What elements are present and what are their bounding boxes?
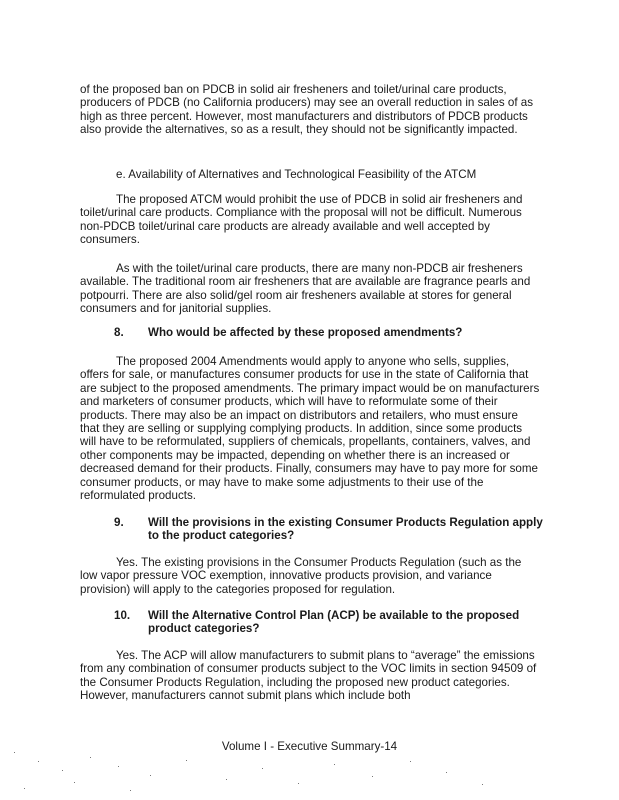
- paragraph-air-fresheners: As with the toilet/urinal care products, there are many non-PDCB air fresheners available. The traditional room air fresheners that are available are fragrance pearls and potpourri. There are also solid/gel room air fresheners available at stores for general consumers and for janitorial supplies.: [80, 262, 531, 316]
- heading-section-8-number: 8.: [114, 326, 124, 339]
- paragraph-atcm-prohibition: The proposed ATCM would prohibit the use of PDCB in solid air fresheners and toilet/urinal care products. Compliance with the proposal will not be difficult. Numerous non-PDCB toilet/urinal care products are already available and well accepted by consumers.: [80, 193, 523, 247]
- paragraph-acp: Yes. The ACP will allow manufacturers to submit plans to “average” the emissions from any combination of consumer products subject to the VOC limits in section 94509 of the Consumer Products Regulation, including the proposed new product categories. However, manufacturers cannot submit plans which include both: [80, 649, 537, 703]
- paragraph-pdcb-producers: of the proposed ban on PDCB in solid air fresheners and toilet/urinal care products, producers of PDCB (no California producers) may see an overall reduction in sales of as high as three percent. However, most manufacturers and distributors of PDCB products also provide the alternatives, so as a result, they should not be significantly impacted.: [80, 83, 534, 137]
- heading-section-8: [80, 326, 550, 339]
- heading-section-10-number: 10.: [114, 609, 131, 622]
- paragraph-existing-provisions: Yes. The existing provisions in the Consumer Products Regulation (such as the low vapor pressure VOC exemption, innovative products provision, and variance provision) will apply to the categories proposed for regulation.: [80, 556, 522, 596]
- heading-section-9-number: 9.: [114, 516, 124, 529]
- subheading-alternatives-feasibility: e. Availability of Alternatives and Technological Feasibility of the ATCM: [116, 168, 477, 181]
- paragraph-affected-parties: The proposed 2004 Amendments would apply to anyone who sells, supplies, offers for sale, or manufactures consumer products for use in the state of California that are subject to the proposed amendments. The primary impact would be on manufacturers and marketers of consumer products, which will have to reformulate some of their products. There may also be an impact on distributors and retailers, who must ensure that they are selling or supplying complying products. In addition, since some products will have to be reformulated, suppliers of chemicals, propellants, containers, valves, and other components may be impacted, depending on whether there is an increased or decreased demand for their products. Finally, consumers may have to pay more for some consumer products, or may have to make some adjustments to their use of the reformulated products.: [80, 355, 540, 503]
- page-footer: Volume I - Executive Summary-14: [221, 740, 398, 753]
- heading-section-10-text: Will the Alternative Control Plan (ACP) be available to the proposed product categories?: [148, 609, 520, 636]
- heading-section-10: [80, 609, 550, 636]
- heading-section-9-text: Will the provisions in the existing Consumer Products Regulation apply to the product categories?: [148, 516, 543, 543]
- heading-section-8-text: Who would be affected by these proposed amendments?: [148, 326, 463, 339]
- heading-section-9: [80, 516, 550, 543]
